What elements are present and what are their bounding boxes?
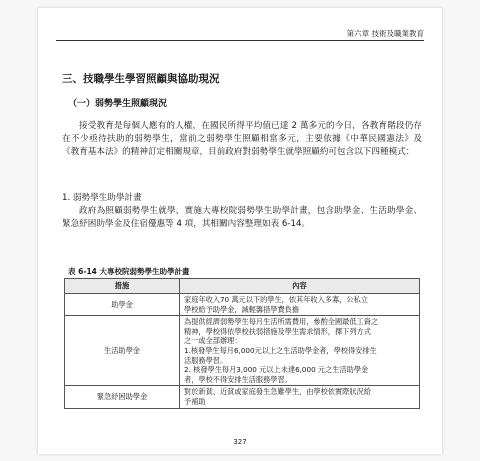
row-content-cell — [180, 294, 420, 316]
row-content-cell — [180, 316, 420, 386]
content-line: 對於新貧、近貧或家庭發生急難學生，由學校依實際狀況給 — [184, 387, 371, 397]
table-header-row — [65, 279, 420, 294]
section-title: 三、技職學生學習照顧與協助現況 — [62, 73, 220, 85]
paragraph: 接受教育是每個人應有的人權，在國民所得平均值已達 2 萬多元的今日，各教育階段仍存在不少亟待扶助的弱勢學生，當前之弱勢學生照顧相當多元，主要依據《中華民國憲法》及《教育基本法》的精神訂定相關規章，目前政府對弱勢學生就學照顧約可包含以下四種模式： — [62, 121, 422, 157]
content-line: 2. 核發學生每月3,000 元以上未達6,000 元之生活助學金 — [184, 365, 369, 375]
content-line: 家庭年收入70 萬元以下的學生，依其年收入多寡，公私立 — [184, 295, 368, 304]
row-item-cell: 緊急紓困助學金 — [65, 386, 180, 408]
column-header: 內容 — [180, 279, 420, 294]
column-header: 措施 — [65, 279, 180, 294]
content-line: 學校給予助學金，減輕籌措學費負擔 — [184, 304, 300, 314]
subsidy-table — [64, 278, 420, 409]
content-line: 者，學校不得安排生活服務學習。 — [184, 374, 292, 384]
content-line: 予補助 — [184, 396, 206, 406]
subsection-title: （一）弱勢學生照顧現況 — [68, 99, 168, 109]
page-number: 327 — [233, 438, 247, 446]
table-row — [65, 316, 420, 386]
table-caption: 表 6-14 大專校院弱勢學生助學計畫 — [68, 267, 190, 276]
row-item-cell: 生活助學金 — [65, 316, 180, 386]
document-page — [38, 8, 442, 454]
content-line: 精神，學校得依學校扶弱措施及學生需求情形，擇下列方式 — [184, 326, 371, 336]
list-item-heading: 1. 弱勢學生助學計畫 — [62, 193, 142, 203]
table-row — [65, 386, 420, 408]
content-line: 活服務學習。 — [184, 355, 228, 365]
content-line: 為提供經濟弱勢學生每月生活所需費用，參酌全國最低工資之 — [184, 317, 379, 327]
content-line: 之一或全部辦理： — [184, 336, 242, 346]
table-row — [65, 294, 420, 316]
row-content-cell — [180, 386, 420, 408]
row-item-cell: 助學金 — [65, 294, 180, 316]
content-line: 1.核發學生每月6,000元以上之生活助學金者，學校得安排生 — [184, 345, 377, 355]
running-header: 第六章 技術及職業教育 — [56, 28, 424, 41]
paragraph: 政府為照顧弱勢學生就學，實施大專校院弱勢學生助學計畫，包含助學金、生活助學金、緊急紓困助學金及住宿優惠等 4 項，其相關內容整理如表 6-14。 — [62, 206, 422, 229]
